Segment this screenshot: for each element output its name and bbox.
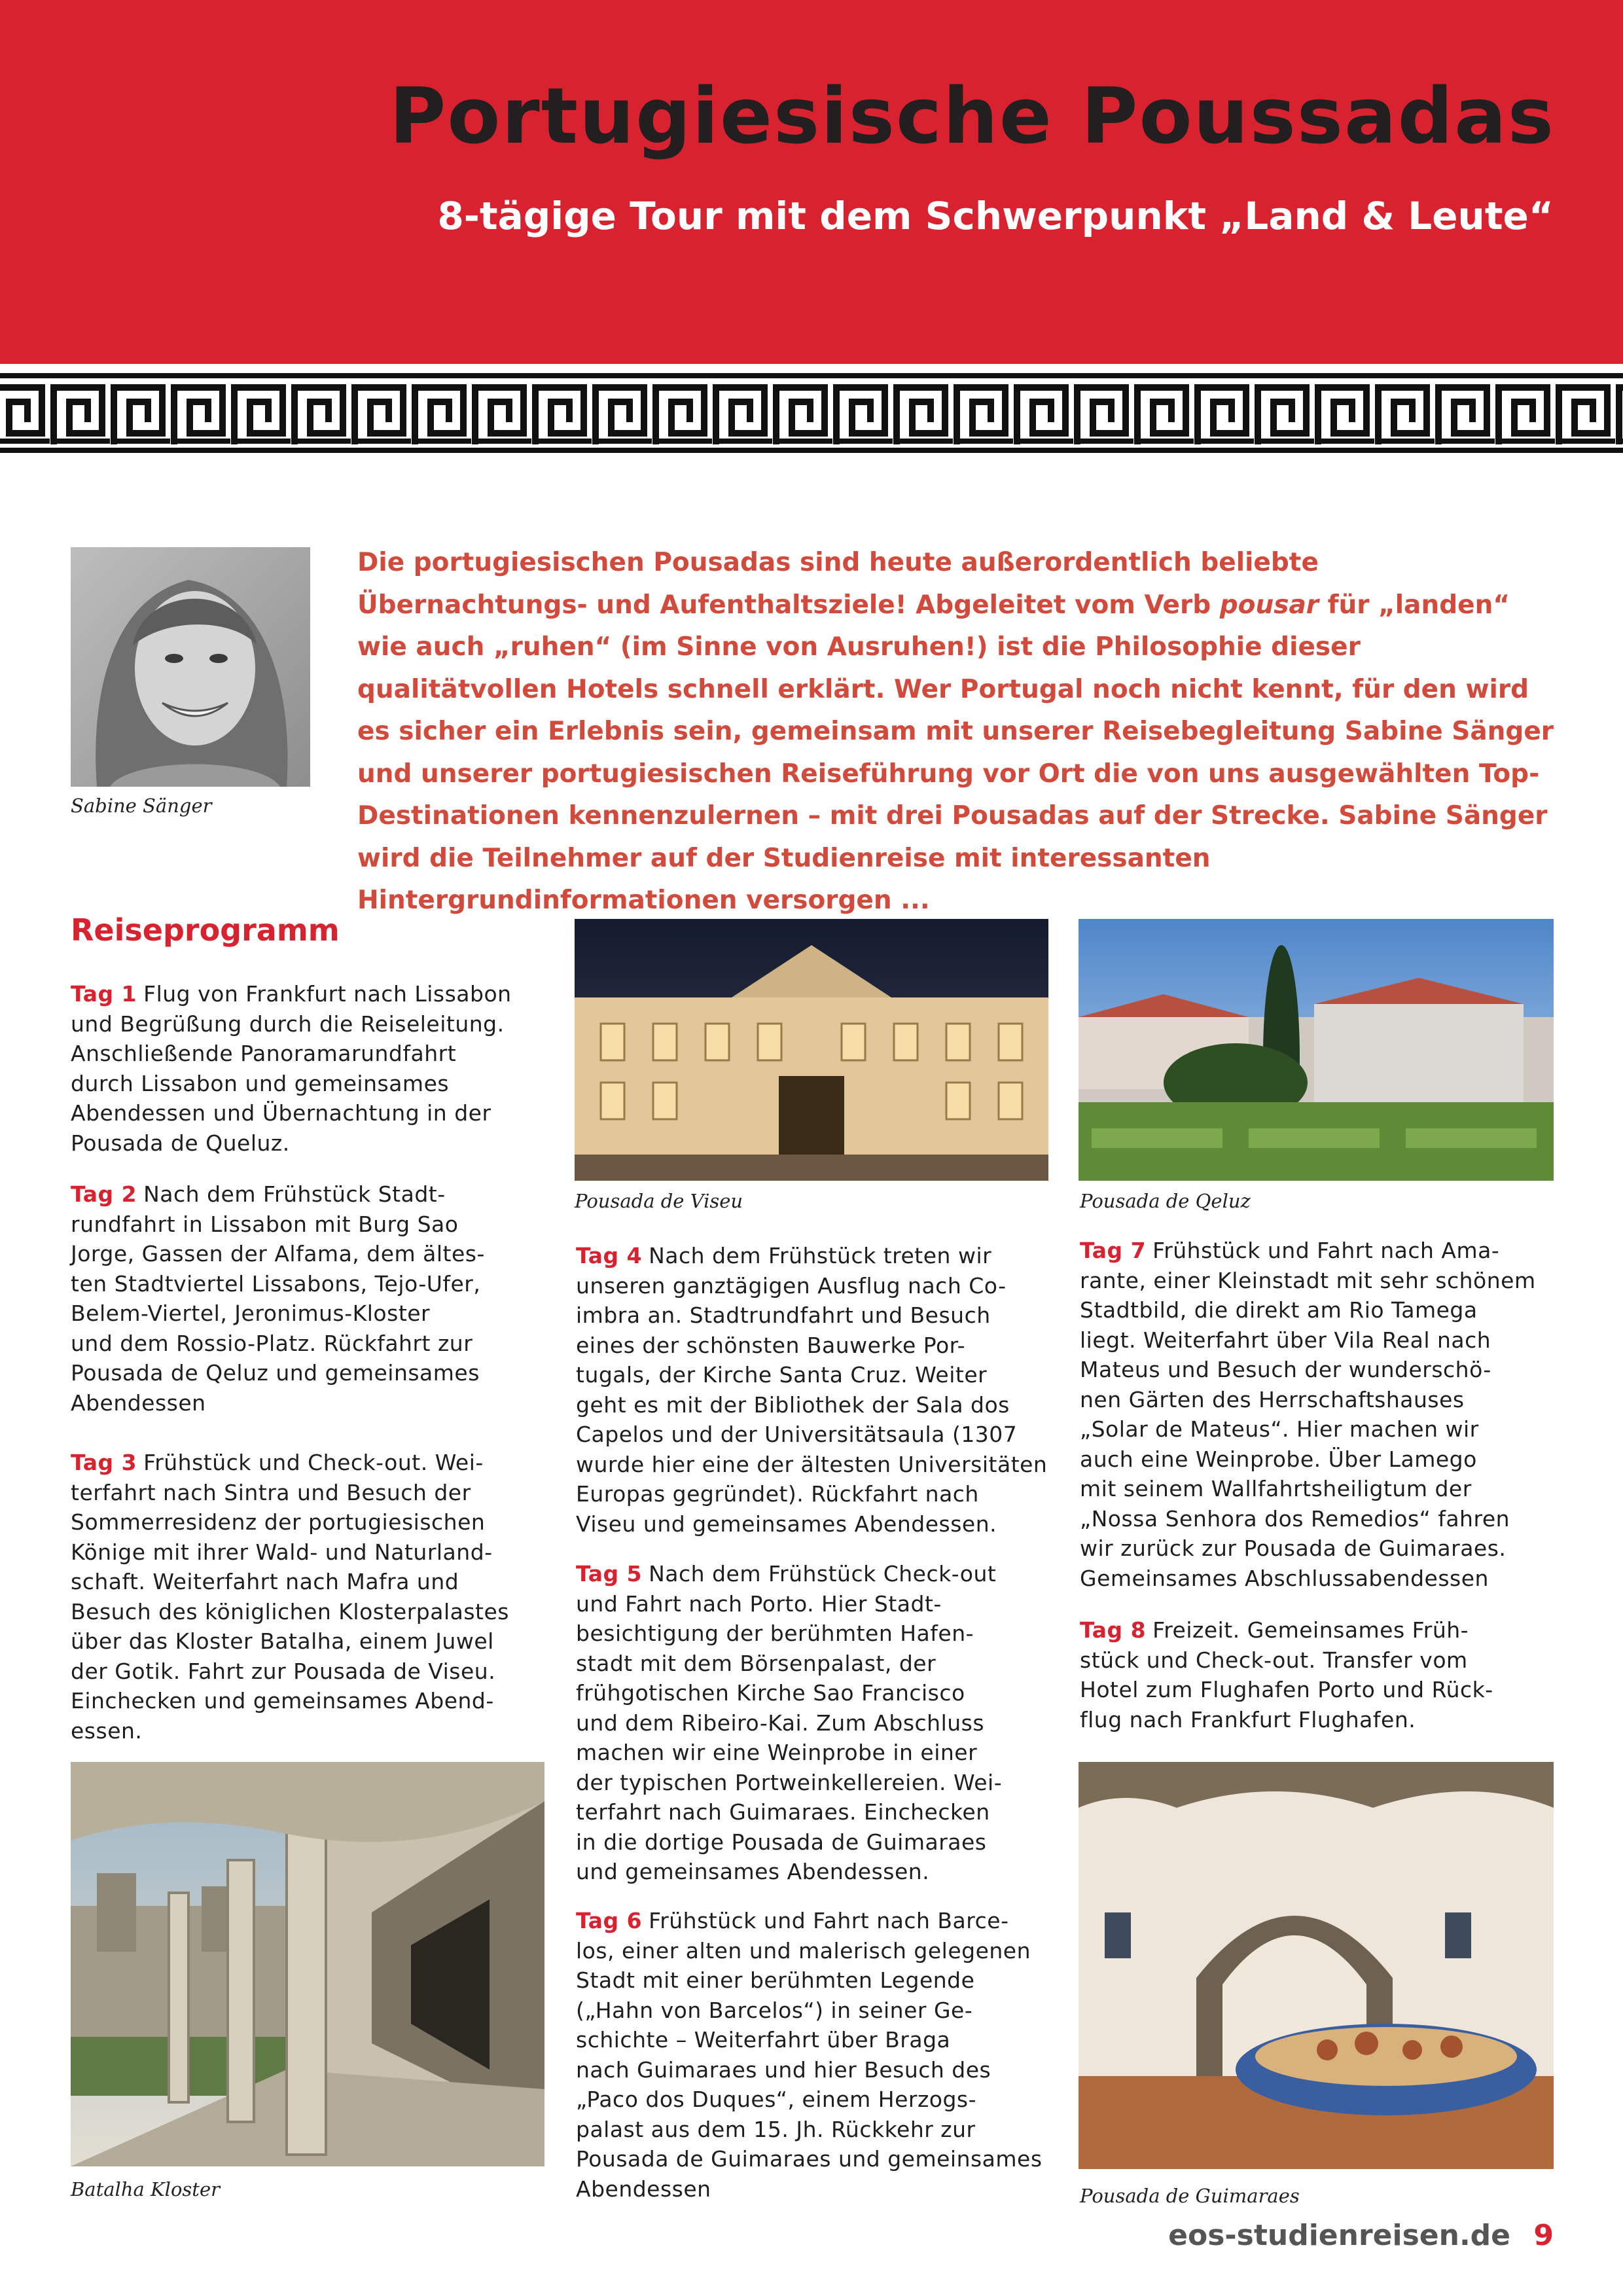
- guimaraes-caption: Pousada de Guimaraes: [1080, 2185, 1300, 2207]
- day-label: Tag 8: [1080, 1617, 1147, 1643]
- program-heading: Reiseprogramm: [71, 912, 340, 948]
- day-label: Tag 3: [71, 1450, 137, 1475]
- queluz-caption: Pousada de Qeluz: [1080, 1190, 1251, 1212]
- website-url: eos-studienreisen.de: [1168, 2219, 1510, 2252]
- day-text: Freizeit. Gemeinsames Früh- stück und Check-out. Transfer vom Hotel zum Flughafen Porto und Rück- flug nach Frankfurt Flughafen.: [1080, 1617, 1493, 1732]
- portrait-caption: Sabine Sänger: [71, 795, 212, 817]
- day-text: Frühstück und Fahrt nach Ama- rante, einer Kleinstadt mit sehr schönem Stadtbild, die direkt am Rio Tamega liegt. Weiterfahrt über Vila Real nach Mateus und Besuch der wunderschö- nen Gärten des Herrschaftshauses „Solar de Mateus“. Hier machen wir auch eine Weinprobe. Über Lamego mit seinem Wallfahrtsheiligtum der „Nossa Senhora dos Remedios“ fahren wir zurück zur Pousada de Guimaraes. Gemeinsames Abschlussabendessen: [1080, 1238, 1536, 1591]
- day-text: Frühstück und Check-out. Wei- terfahrt nach Sintra und Besuch der Sommerresidenz der portugiesischen Könige mit ihrer Wald- und Naturland- schaft. Weiterfahrt nach Mafra und Besuch des königlichen Klosterpalastes über das Kloster Batalha, einem Juwel der Gotik. Fahrt zur Pousada de Viseu. Einchecken und gemeinsames Abend- essen.: [71, 1450, 509, 1744]
- page-title: Portugiesische Poussadas: [389, 71, 1555, 161]
- intro-paragraph: [357, 542, 1555, 922]
- day-text: Frühstück und Fahrt nach Barce- los, einer alten und malerisch gelegenen Stadt mit einer berühmten Legende („Hahn von Barcelos“) in seiner Ge- schichte – Weiterfahrt über Braga nach Guimaraes und hier Besuch des „Paco dos Duques“, einem Herzogs- palast aus dem 15. Jh. Rückkehr zur Pousada de Guimaraes und gemeinsames Abendessen: [576, 1908, 1043, 2202]
- batalha-caption: Batalha Kloster: [71, 2178, 220, 2200]
- viseu-caption: Pousada de Viseu: [575, 1190, 743, 1212]
- day-2-entry: [71, 1179, 548, 1418]
- day-3-entry: [71, 1448, 548, 1746]
- portrait-photo: [71, 547, 310, 787]
- viseu-pousada-photo: [575, 919, 1048, 1181]
- page-number: 9: [1533, 2219, 1554, 2252]
- day-label: Tag 4: [576, 1243, 643, 1268]
- greek-key-border: [0, 373, 1623, 453]
- day-label: Tag 7: [1080, 1238, 1147, 1263]
- day-label: Tag 5: [576, 1561, 643, 1587]
- page-subtitle: 8-tägige Tour mit dem Schwerpunkt „Land & Leute“: [437, 194, 1554, 238]
- day-text: Nach dem Frühstück treten wir unseren ganztägigen Ausflug nach Co- imbra an. Stadtrundfahrt und Besuch eines der schönsten Bauwerke Por- tugals, der Kirche Santa Cruz. Weiter geht es mit der Bibliothek der Sala dos Capelos und der Universitätsaula (1307 wurde hier eine der ältesten Universitäten Europas gegründet). Rückfahrt nach Viseu und gemeinsames Abendessen.: [576, 1243, 1048, 1537]
- day-label: Tag 2: [71, 1181, 137, 1207]
- day-8-entry: [1080, 1615, 1558, 1734]
- intro-text-part1: Die portugiesischen Pousadas sind heute außerordentlich beliebte Übernachtungs- und Aufenthaltsziele! Abgeleitet vom Verb: [357, 548, 1319, 620]
- day-6-entry: [576, 1906, 1060, 2204]
- day-text: Nach dem Frühstück Check-out und Fahrt nach Porto. Hier Stadt- besichtigung der berühmten Hafen- stadt mit dem Börsenpalast, der frühgotischen Kirche Sao Francisco und dem Ribeiro-Kai. Zum Abschluss machen wir eine Weinprobe in einer der typischen Portweinkellereien. Wei- terfahrt nach Guimaraes. Einchecken in die dortige Pousada de Guimaraes und gemeinsames Abendessen.: [576, 1561, 1003, 1884]
- day-7-entry: [1080, 1236, 1558, 1593]
- intro-text-part2: für „landen“ wie auch „ruhen“ (im Sinne von Ausruhen!) ist die Philosophie dieser qualitätvollen Hotels schnell erklärt. Wer Portugal noch nicht kennt, für den wird es sicher ein Erlebnis sein, gemeinsam mit unserer Reisebegleitung Sabine Sänger und unserer portugiesischen Reiseführung vor Ort die von uns ausgewählten Top-Destinationen kennenzulernen – mit drei Pousadas auf der Strecke. Sabine Sänger wird die Teilnehmer auf der Studienreise mit interessanten Hintergrundinformationen versorgen ...: [357, 590, 1554, 915]
- batalha-cloister-photo: [71, 1762, 544, 2166]
- day-label: Tag 6: [576, 1908, 643, 1933]
- day-text: Flug von Frankfurt nach Lissabon und Begrüßung durch die Reiseleitung. Anschließende Panoramarundfahrt durch Lissabon und gemeinsames Abendessen und Übernachtung in der Pousada de Queluz.: [71, 981, 512, 1156]
- header-banner: [0, 0, 1623, 364]
- day-text: Nach dem Frühstück Stadt- rundfahrt in Lissabon mit Burg Sao Jorge, Gassen der Alfama, dem ältes- ten Stadtviertel Lissabons, Tejo-Ufer, Belem-Viertel, Jeronimus-Kloster und dem Rossio-Platz. Rückfahrt zur Pousada de Qeluz und gemeinsames Abendessen: [71, 1181, 485, 1416]
- day-1-entry: [71, 979, 548, 1158]
- day-5-entry: [576, 1559, 1060, 1887]
- intro-verb: pousar: [1219, 590, 1319, 620]
- day-4-entry: [576, 1241, 1060, 1539]
- guimaraes-pousada-photo: [1079, 1762, 1554, 2169]
- day-label: Tag 1: [71, 981, 137, 1007]
- queluz-pousada-photo: [1079, 919, 1554, 1181]
